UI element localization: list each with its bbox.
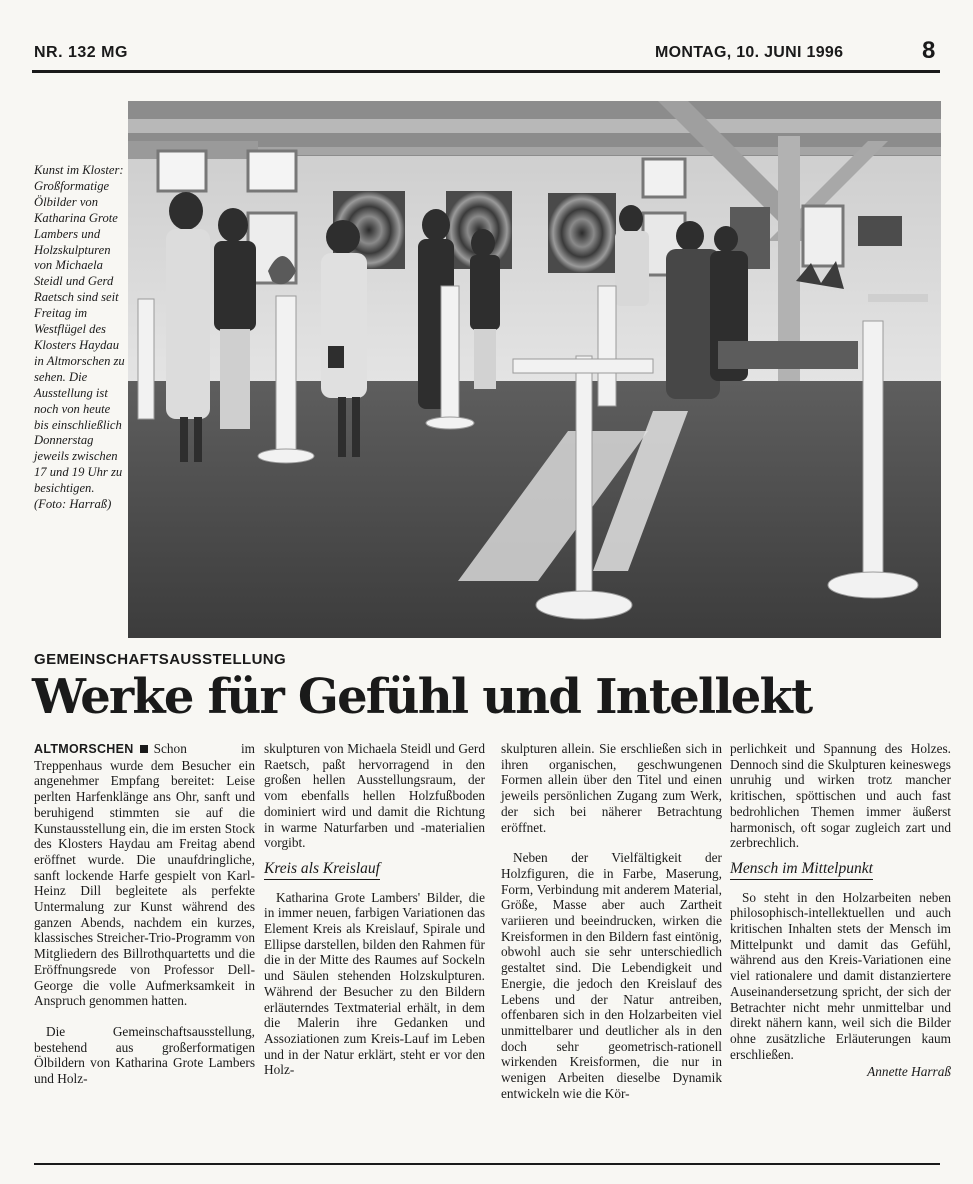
paragraph: skulpturen allein. Sie erschließen sich in ihren organischen, geschwungenen Formen allein über den Titel und einen jeweils persönlichen Zugang zum Werk, der sich bei näherer Betrachtung eröffnet. xyxy=(501,741,722,835)
article-column-1 xyxy=(34,741,255,1087)
headline: Werke für Gefühl und Intellekt xyxy=(32,669,812,725)
exhibition-photo-illustration xyxy=(128,101,941,638)
paragraph: perlichkeit und Spannung des Holzes. Dennoch sind die Skulpturen keineswegs unruhig und wirken trotz mancher kritischen, spöttischen und auch fast bedrohlichen Themen immer äußerst harmonisch, oft sogar zugleich zart und zerbrechlich. xyxy=(730,741,951,851)
footer-rule xyxy=(34,1163,940,1165)
paragraph: skulpturen von Michaela Steidl und Gerd Raetsch, paßt hervorragend in den großen hellen Ausstellungsraum, der vom ebenfalls hellen Holzfußboden dominiert wird und damit die Richtung in warme Naturfarben und -materialien vorgibt. xyxy=(264,741,485,851)
author-byline: Annette Harraß xyxy=(867,1064,951,1080)
page-number: 8 xyxy=(922,37,936,64)
article-column-4 xyxy=(730,741,951,1080)
paragraph: So steht in den Holzarbeiten neben philosophisch-intellektuellen und auch kritischen Inhalten stets der Mensch im Mittelpunkt und damit das Gefühl, während aus den Kreis-Variationen eine viel rationalere und damit distanziertere Auseinandersetzung spricht, der sich der Betrachter nicht mehr unmittelbar und direkt nähern kann, weil sich die Bilder ohne zusätzliche Erläuterungen kaum erschließen. xyxy=(730,889,951,1062)
header-rule xyxy=(32,70,940,73)
issue-number: NR. 132 MG xyxy=(34,44,128,61)
lead-paragraph xyxy=(34,741,255,1009)
lead-text: Schon im Treppenhaus wurde dem Besucher ein angenehmer Empfang bereitet: Leise perlten Harfenklänge ans Ohr, sanft und beruhigend stimmten sie auf die Kunstausstellung ein, die im ersten Stock des Klosters Haydau am Freitag abend eröffnet wurde. Die unaufdringliche, sanft lockende Harfe gespielt von Karl-Heinz Dill begleitete als perfekte Untermalung zur Kunst während des ganzen Abends, nachdem ein kurzes, klassisches Streicher-Trio-Programm von Mitgliedern des Billrothquartetts und die Eröffnungsrede von Professor Dell-George die volle Aufmerksamkeit in Anspruch genommen hatten. xyxy=(34,741,255,1009)
photo-caption: Kunst im Kloster: Großformatige Ölbilder von Katharina Grote Lambers und Holzskulpturen von Michaela Steidl und Gerd Raetsch sind seit Freitag im Westflügel des Klosters Haydau in Altmorschen zu sehen. Die Ausstellung ist noch von heute bis einschließlich Donnerstag jeweils zwischen 17 und 19 Uhr zu besichtigen. (Foto: Harraß) xyxy=(34,163,125,512)
issue-date: MONTAG, 10. JUNI 1996 xyxy=(655,44,844,61)
exhibition-photo xyxy=(128,101,941,638)
square-bullet-icon xyxy=(140,745,148,753)
paragraph: Die Gemeinschaftsausstellung, bestehend aus großerformatigen Ölbildern von Katharina Grote Lambers und Holz- xyxy=(34,1023,255,1087)
dateline: ALTMORSCHEN xyxy=(34,742,134,756)
subheading: Kreis als Kreislauf xyxy=(264,861,380,880)
article-column-3 xyxy=(501,741,722,1101)
paragraph: Katharina Grote Lambers' Bilder, die in immer neuen, farbigen Variationen das Element Kreis als Kreislauf, Spirale und Ellipse darstellen, bilden den Rahmen für die in der Mitte des Raumes auf Sockeln und Säulen stehenden Holzskulpturen. Während der Besucher zu den Bildern erläuterndes Textmaterial erhält, in dem die Malerin ihre Gedanken und Assoziationen zum Kreis-Lauf im Leben und in der Natur erklärt, steht er vor den Holz- xyxy=(264,889,485,1078)
subheading: Mensch im Mittelpunkt xyxy=(730,861,873,880)
article-column-2 xyxy=(264,741,485,1078)
paragraph: Neben der Vielfältigkeit der Holzfiguren, die in Farbe, Maserung, Form, Verbindung mit anderem Material, Größe, Masse aber auch Zartheit variieren und beeindrucken, wirken die Kreisformen in den Bildern fast eintönig, obwohl auch sie sehr unterschiedlich gestaltet sind. Die Lebendigkeit und Energie, die jedoch den Kreislauf des Lebens und der Natur antreiben, offenbaren sich in den Holzarbeiten viel unmittelbarer und deutlicher als in den doch sehr geometrisch-rationell wirkenden Kreisformen, die nur in wenigen Arbeiten dieselbe Dynamik entwickeln wie die Kör- xyxy=(501,850,722,1101)
kicker: GEMEINSCHAFTSAUSSTELLUNG xyxy=(34,651,287,668)
